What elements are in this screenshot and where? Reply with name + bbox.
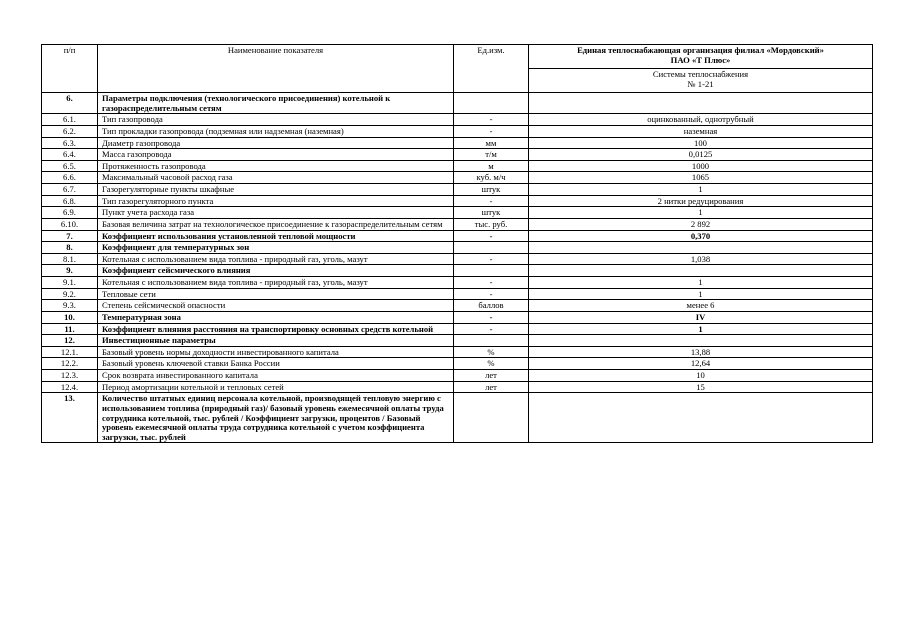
unit-cell: -: [454, 125, 529, 137]
value-cell: [529, 93, 873, 114]
indicator-name-cell: Температурная зона: [98, 311, 454, 323]
value-cell: 1: [529, 207, 873, 219]
table-body: [42, 45, 873, 443]
row-number-cell: 6.3.: [42, 137, 98, 149]
systems-line-1: Системы теплоснабжения: [652, 69, 749, 79]
unit-cell: тыс. руб.: [454, 218, 529, 230]
unit-cell: -: [454, 195, 529, 207]
unit-cell: -: [454, 277, 529, 289]
unit-cell: м: [454, 160, 529, 172]
value-cell: оцинкованный, однотрубный: [529, 114, 873, 126]
section-row: [42, 323, 873, 335]
indicator-name-cell: Базовый уровень ключевой ставки Банка России: [98, 358, 454, 370]
section-row: [42, 265, 873, 277]
row-number-cell: 13.: [42, 393, 98, 443]
unit-cell: лет: [454, 381, 529, 393]
row-number-cell: 7.: [42, 230, 98, 242]
row-number-cell: 6.9.: [42, 207, 98, 219]
unit-cell: %: [454, 346, 529, 358]
organization-line-2: ПАО «Т Плюс»: [670, 54, 731, 65]
table-row: [42, 114, 873, 126]
indicator-name-cell: Степень сейсмической опасности: [98, 300, 454, 312]
indicator-name-cell: Тип газорегуляторного пункта: [98, 195, 454, 207]
unit-cell: -: [454, 311, 529, 323]
unit-cell: -: [454, 114, 529, 126]
indicator-name-cell: Котельная с использованием вида топлива - природный газ, уголь, мазут: [98, 277, 454, 289]
value-cell: 2 нитки редуцирования: [529, 195, 873, 207]
unit-cell: -: [454, 323, 529, 335]
unit-cell: [454, 93, 529, 114]
value-cell: 1,038: [529, 253, 873, 265]
table-row: [42, 137, 873, 149]
header-name-cell: Наименование показателя: [98, 45, 454, 93]
unit-cell: лет: [454, 370, 529, 382]
table-row: [42, 358, 873, 370]
row-number-cell: 12.3.: [42, 370, 98, 382]
unit-cell: баллов: [454, 300, 529, 312]
row-number-cell: 6.5.: [42, 160, 98, 172]
unit-cell: штук: [454, 184, 529, 196]
row-number-cell: 10.: [42, 311, 98, 323]
section-row: [42, 242, 873, 254]
value-cell: 1065: [529, 172, 873, 184]
table-row: [42, 288, 873, 300]
indicator-name-cell: Коэффициент использования установленной тепловой мощности: [98, 230, 454, 242]
value-cell: 2 892: [529, 218, 873, 230]
unit-cell: штук: [454, 207, 529, 219]
row-number-cell: 9.2.: [42, 288, 98, 300]
header-num-cell: п/п: [42, 45, 98, 93]
section-row: [42, 230, 873, 242]
value-cell: 0,0125: [529, 149, 873, 161]
indicator-name-cell: Тип газопровода: [98, 114, 454, 126]
indicator-name-cell: Пункт учета расхода газа: [98, 207, 454, 219]
value-cell: 15: [529, 381, 873, 393]
table-row: [42, 160, 873, 172]
value-cell: IV: [529, 311, 873, 323]
row-number-cell: 6.7.: [42, 184, 98, 196]
row-number-cell: 12.2.: [42, 358, 98, 370]
value-cell: [529, 242, 873, 254]
value-cell: 1: [529, 288, 873, 300]
table-row: [42, 253, 873, 265]
indicators-table: [41, 44, 873, 443]
section-row: [42, 335, 873, 347]
value-cell: 1: [529, 184, 873, 196]
row-number-cell: 9.1.: [42, 277, 98, 289]
value-cell: наземная: [529, 125, 873, 137]
systems-line-2: № 1-21: [687, 78, 714, 89]
unit-cell: [454, 393, 529, 443]
indicator-name-cell: Коэффициент влияния расстояния на транспортировку основных средств котельной: [98, 323, 454, 335]
indicator-name-cell: Параметры подключения (технологического присоединения) котельной к газораспределительным сетям: [98, 93, 454, 114]
row-number-cell: 8.: [42, 242, 98, 254]
table-row: [42, 207, 873, 219]
header-row: [42, 45, 873, 69]
indicator-name-cell: Протяженность газопровода: [98, 160, 454, 172]
indicator-name-cell: Максимальный часовой расход газа: [98, 172, 454, 184]
unit-cell: -: [454, 288, 529, 300]
value-cell: 1: [529, 277, 873, 289]
value-cell: 12,64: [529, 358, 873, 370]
value-cell: 1: [529, 323, 873, 335]
row-number-cell: 9.3.: [42, 300, 98, 312]
header-systems-cell: [529, 69, 873, 93]
table-row: [42, 277, 873, 289]
unit-cell: -: [454, 230, 529, 242]
indicator-name-cell: Количество штатных единиц персонала котельной, производящей тепловую энергию с использованием топлива (природный газ)/ базовый уровень ежемесячной оплаты труда сотрудника котельной, тыс. рублей / Коэффициент загрузки, процентов / Базовый уровень ежемесячной оплаты труда сотрудника котельной с учетом коэффициента загрузки, тыс. рублей: [98, 393, 454, 443]
row-number-cell: 6.8.: [42, 195, 98, 207]
indicator-name-cell: Коэффициент для температурных зон: [98, 242, 454, 254]
unit-cell: т/м: [454, 149, 529, 161]
row-number-cell: 8.1.: [42, 253, 98, 265]
table-row: [42, 370, 873, 382]
unit-cell: мм: [454, 137, 529, 149]
table-row: [42, 346, 873, 358]
indicator-name-cell: Период амортизации котельной и тепловых сетей: [98, 381, 454, 393]
row-number-cell: 12.1.: [42, 346, 98, 358]
table-row: [42, 218, 873, 230]
indicator-name-cell: Базовая величина затрат на технологическое присоединение к газораспределительным сетям: [98, 218, 454, 230]
indicator-name-cell: Коэффициент сейсмического влияния: [98, 265, 454, 277]
row-number-cell: 6.: [42, 93, 98, 114]
value-cell: 1000: [529, 160, 873, 172]
row-number-cell: 6.4.: [42, 149, 98, 161]
value-cell: менее 6: [529, 300, 873, 312]
header-organization-cell: [529, 45, 873, 69]
indicator-name-cell: Диаметр газопровода: [98, 137, 454, 149]
indicator-name-cell: Тепловые сети: [98, 288, 454, 300]
row-number-cell: 12.4.: [42, 381, 98, 393]
row-number-cell: 12.: [42, 335, 98, 347]
header-unit-cell: Ед.изм.: [454, 45, 529, 93]
row-number-cell: 6.10.: [42, 218, 98, 230]
unit-cell: [454, 335, 529, 347]
section-row: [42, 393, 873, 443]
value-cell: 13,88: [529, 346, 873, 358]
table-row: [42, 172, 873, 184]
value-cell: 0,370: [529, 230, 873, 242]
indicator-name-cell: Тип прокладки газопровода (подземная или надземная (наземная): [98, 125, 454, 137]
indicator-name-cell: Котельная с использованием вида топлива - природный газ, уголь, мазут: [98, 253, 454, 265]
indicator-name-cell: Газорегуляторные пункты шкафные: [98, 184, 454, 196]
indicator-name-cell: Масса газопровода: [98, 149, 454, 161]
row-number-cell: 6.1.: [42, 114, 98, 126]
unit-cell: -: [454, 253, 529, 265]
row-number-cell: 11.: [42, 323, 98, 335]
unit-cell: %: [454, 358, 529, 370]
organization-line-1: Единая теплоснабжающая организация филиал «Мордовский»: [577, 45, 824, 55]
table-row: [42, 149, 873, 161]
unit-cell: куб. м/ч: [454, 172, 529, 184]
table-row: [42, 381, 873, 393]
value-cell: [529, 265, 873, 277]
value-cell: [529, 393, 873, 443]
table-row: [42, 125, 873, 137]
value-cell: 100: [529, 137, 873, 149]
row-number-cell: 6.2.: [42, 125, 98, 137]
value-cell: 10: [529, 370, 873, 382]
table-row: [42, 300, 873, 312]
unit-cell: [454, 242, 529, 254]
section-row: [42, 93, 873, 114]
table-row: [42, 184, 873, 196]
table-row: [42, 195, 873, 207]
indicator-name-cell: Инвестиционные параметры: [98, 335, 454, 347]
indicator-name-cell: Базовый уровень нормы доходности инвестированного капитала: [98, 346, 454, 358]
row-number-cell: 6.6.: [42, 172, 98, 184]
unit-cell: [454, 265, 529, 277]
value-cell: [529, 335, 873, 347]
row-number-cell: 9.: [42, 265, 98, 277]
indicator-name-cell: Срок возврата инвестированного капитала: [98, 370, 454, 382]
section-row: [42, 311, 873, 323]
